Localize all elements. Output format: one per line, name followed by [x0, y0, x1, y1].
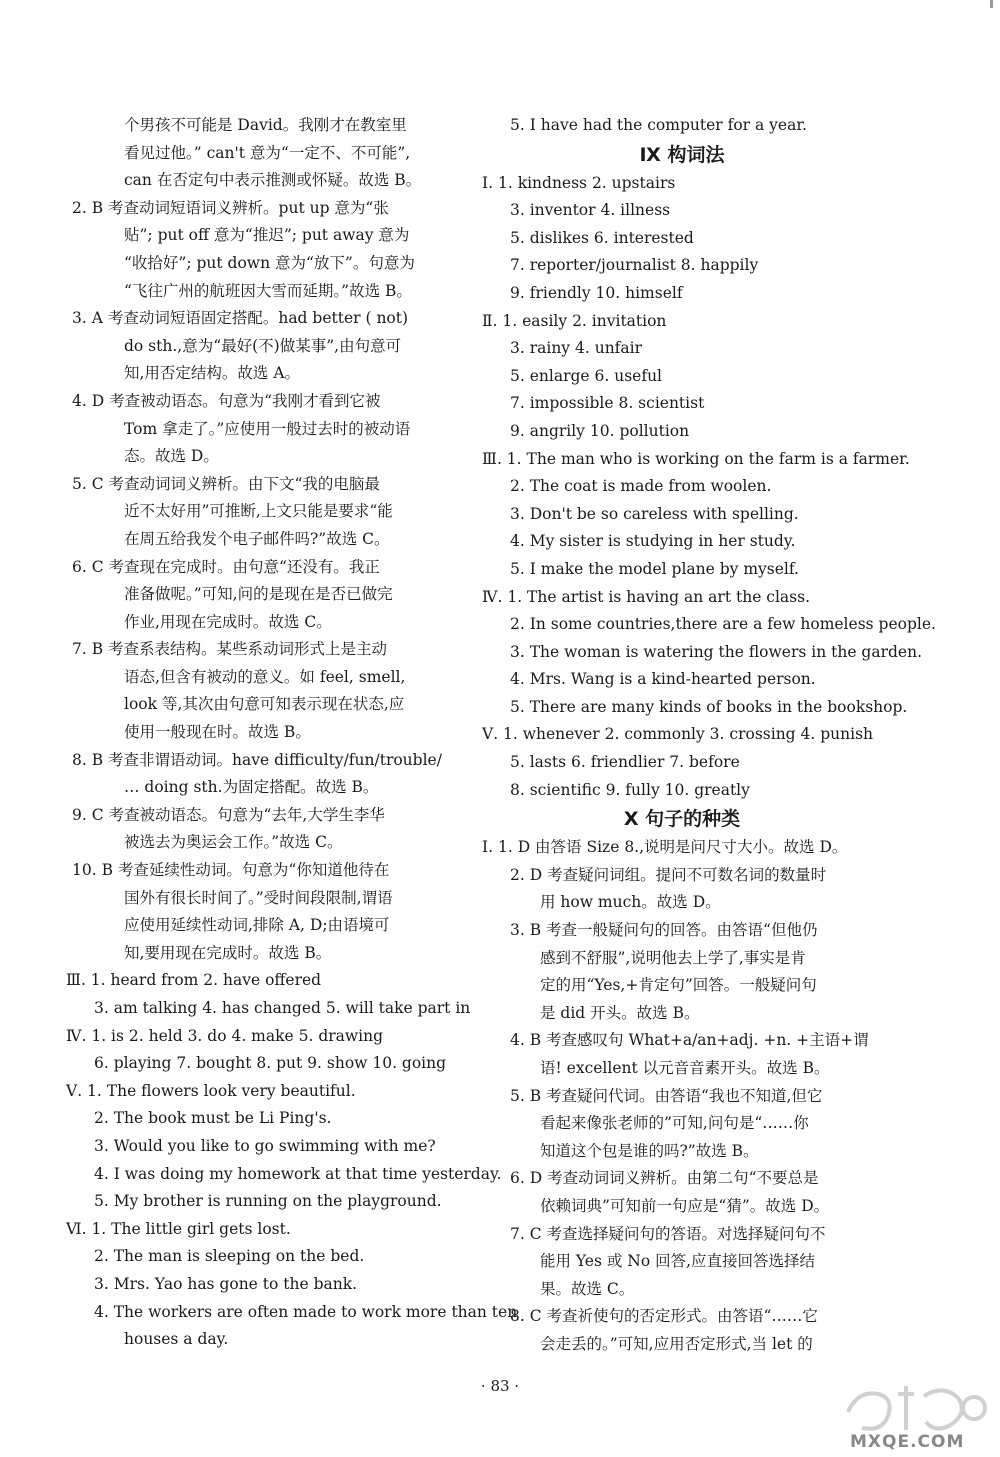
answer-line: 近不太好用”可推断,上文只能是要求“能	[124, 502, 393, 521]
answer-line: 2. The man is sleeping on the bed.	[94, 1247, 365, 1266]
answer-line: 3. rainy 4. unfair	[510, 339, 643, 358]
answer-line: Ⅵ. 1. The little girl gets lost.	[66, 1219, 291, 1238]
answer-line: 态。故选 D。	[124, 447, 219, 466]
answer-line: 是 did 开头。故选 B。	[540, 1003, 700, 1022]
answer-line: 4. Mrs. Wang is a kind-hearted person.	[510, 670, 816, 689]
answer-line: 贴”; put off 意为“推迟”; put away 意为	[124, 226, 410, 245]
answer-line: 2. B 考查动词短语词义辨析。put up 意为“张	[72, 198, 389, 217]
answer-line: 应使用延续性动词,排除 A, D;由语境可	[124, 916, 390, 935]
answer-line: Ⅲ. 1. The man who is working on the farm is a farmer.	[482, 449, 910, 468]
page-number: · 83 ·	[480, 1377, 520, 1395]
answer-line: “飞往广州的航班因大雪而延期。”故选 B。	[124, 281, 412, 300]
answer-line: 知,用否定结构。故选 A。	[124, 364, 301, 383]
answer-line: 4. B 考查感叹句 What+a/an+adj. +n. +主语+谓	[510, 1031, 869, 1050]
answer-line: 被选去为奥运会工作。”故选 C。	[124, 833, 343, 852]
answer-line: 使用一般现在时。故选 B。	[124, 723, 311, 742]
answer-line: 9. friendly 10. himself	[510, 283, 683, 302]
answer-line: 用 how much。故选 D。	[540, 893, 721, 912]
answer-line: can 在否定句中表示推测或怀疑。故选 B。	[124, 171, 422, 190]
answer-line: 个男孩不可能是 David。我刚才在教室里	[124, 116, 407, 134]
answer-line: 6. C 考查现在完成时。由句意“还没有。我正	[72, 557, 380, 576]
left-column	[66, 112, 518, 1354]
answer-line: 8. B 考查非谓语动词。have difficulty/fun/trouble/	[72, 750, 442, 769]
answer-line: 5. C 考查动词词义辨析。由下文“我的电脑最	[72, 474, 380, 493]
answer-line: 看见过他。” can't 意为“一定不、不可能”,	[124, 143, 411, 162]
answer-line: 7. B 考查系表结构。某些系动词形式上是主动	[72, 640, 388, 659]
answer-line: 看起来像张老师的”可知,问句是“……你	[540, 1114, 809, 1133]
answer-line: 3. am talking 4. has changed 5. will take part in	[94, 999, 471, 1017]
answer-line: 4. My sister is studying in her study.	[510, 532, 796, 551]
answer-line: 6. D 考查动词词义辨析。由第二句“不要总是	[510, 1169, 819, 1188]
answer-line: 5. My brother is running on the playground.	[94, 1192, 442, 1211]
watermark-text: MXQE.COM	[850, 1432, 965, 1452]
answer-line: Ⅳ. 1. The artist is having an art the class.	[482, 587, 811, 606]
answer-line: 7. impossible 8. scientist	[510, 394, 705, 413]
answer-line: 9. angrily 10. pollution	[510, 421, 690, 440]
answer-line: Ⅴ. 1. The flowers look very beautiful.	[66, 1081, 356, 1100]
answer-line: 3. Mrs. Yao has gone to the bank.	[94, 1274, 358, 1293]
answer-line: 定的用“Yes,+肯定句”回答。一般疑问句	[540, 976, 817, 995]
answer-line: houses a day.	[124, 1330, 229, 1349]
answer-line: 3. inventor 4. illness	[510, 201, 671, 220]
answer-line: Ⅱ. 1. easily 2. invitation	[482, 311, 667, 330]
answer-line: 知道这个包是谁的吗?”故选 B。	[540, 1141, 759, 1160]
answer-line: 5. enlarge 6. useful	[510, 366, 663, 385]
answer-line: Ⅰ. 1. kindness 2. upstairs	[482, 173, 676, 192]
answer-line: 7. reporter/journalist 8. happily	[510, 256, 759, 275]
answer-line: 3. A 考查动词短语固定搭配。had better ( not)	[72, 309, 409, 328]
answer-line: 3. Would you like to go swimming with me?	[94, 1136, 436, 1155]
answer-line: 5. lasts 6. friendlier 7. before	[510, 753, 740, 772]
answer-line: 5. dislikes 6. interested	[510, 228, 694, 247]
answer-line: 国外有很长时间了。”受时间段限制,谓语	[124, 888, 393, 907]
answer-line: Tom 拿走了。”应使用一般过去时的被动语	[124, 419, 411, 438]
answer-line: 9. C 考查被动语态。句意为“去年,大学生李华	[72, 805, 385, 824]
answer-line: 4. I was doing my homework at that time yesterday.	[94, 1164, 502, 1183]
answer-line: 3. The woman is watering the flowers in the garden.	[510, 642, 922, 661]
answer-line: 能用 Yes 或 No 回答,应直接回答选择结	[540, 1252, 816, 1271]
answer-line: do sth.,意为“最好(不)做某事”,由句意可	[124, 336, 402, 355]
answer-line: Ⅳ. 1. is 2. held 3. do 4. make 5. drawing	[66, 1026, 384, 1045]
answer-line: 会走丢的。”可知,应用否定形式,当 let 的	[540, 1334, 813, 1353]
answer-line: 语态,但含有被动的意义。如 feel, smell,	[124, 667, 406, 686]
answer-line: 2. The coat is made from woolen.	[510, 477, 772, 496]
answer-line: … doing sth.为固定搭配。故选 B。	[124, 778, 379, 797]
answer-line: 10. B 考查延续性动词。句意为“你知道他待在	[72, 861, 390, 880]
right-column	[482, 112, 936, 1359]
answer-line: 5. There are many kinds of books in the bookshop.	[510, 697, 908, 716]
answer-line: look 等,其次由句意可知表示现在状态,应	[124, 695, 405, 714]
answer-line: 2. The book must be Li Ping's.	[94, 1109, 332, 1128]
answer-line: 5. I have had the computer for a year.	[510, 116, 807, 134]
answer-line: 依赖词典”可知前一句应是“猜”。故选 D。	[540, 1196, 830, 1215]
answer-line: 4. D 考查被动语态。句意为“我刚才看到它被	[72, 391, 381, 410]
answer-line: 感到不舒服”,说明他去上学了,事实是肯	[540, 948, 806, 967]
corner-mark	[990, 0, 993, 8]
answer-line: 2. In some countries,there are a few homeless people.	[510, 615, 936, 634]
answer-line: 准备做呢。”可知,问的是现在是否已做完	[124, 585, 393, 604]
answer-line: 2. D 考查疑问词组。提问不可数名词的数量时	[510, 865, 827, 884]
answer-line: 8. C 考查祈使句的否定形式。由答语“……它	[510, 1307, 818, 1326]
answer-line: 语! excellent 以元音音素开头。故选 B。	[540, 1059, 830, 1077]
answer-line: Ⅰ. 1. D 由答语 Size 8.,说明是问尺寸大小。故选 D。	[482, 838, 848, 857]
section-heading: Ⅸ 构词法	[639, 143, 725, 166]
answer-line: 7. C 考查选择疑问句的答语。对选择疑问句不	[510, 1224, 826, 1243]
answer-line: “收拾好”; put down 意为“放下”。句意为	[124, 253, 415, 272]
answer-line: Ⅴ. 1. whenever 2. commonly 3. crossing 4. punish	[482, 725, 874, 744]
section-heading: Ⅹ 句子的种类	[623, 808, 741, 831]
answer-line: 在周五给我发个电子邮件吗?”故选 C。	[124, 529, 390, 548]
answer-line: 4. The workers are often made to work more than ten	[94, 1302, 518, 1321]
answer-line: 8. scientific 9. fully 10. greatly	[510, 780, 750, 799]
answer-line: Ⅲ. 1. heard from 2. have offered	[66, 971, 322, 990]
answer-line: 3. Don't be so careless with spelling.	[510, 504, 799, 523]
answer-line: 知,要用现在完成时。故选 B。	[124, 943, 332, 962]
answer-line: 5. I make the model plane by myself.	[510, 559, 799, 578]
answer-line: 3. B 考查一般疑问句的回答。由答语“但他仍	[510, 921, 818, 940]
answer-line: 果。故选 C。	[540, 1279, 635, 1298]
answer-line: 6. playing 7. bought 8. put 9. show 10. going	[94, 1054, 447, 1073]
answer-line: 作业,用现在完成时。故选 C。	[124, 612, 332, 631]
answer-line: 5. B 考查疑问代词。由答语“我也不知道,但它	[510, 1086, 823, 1105]
